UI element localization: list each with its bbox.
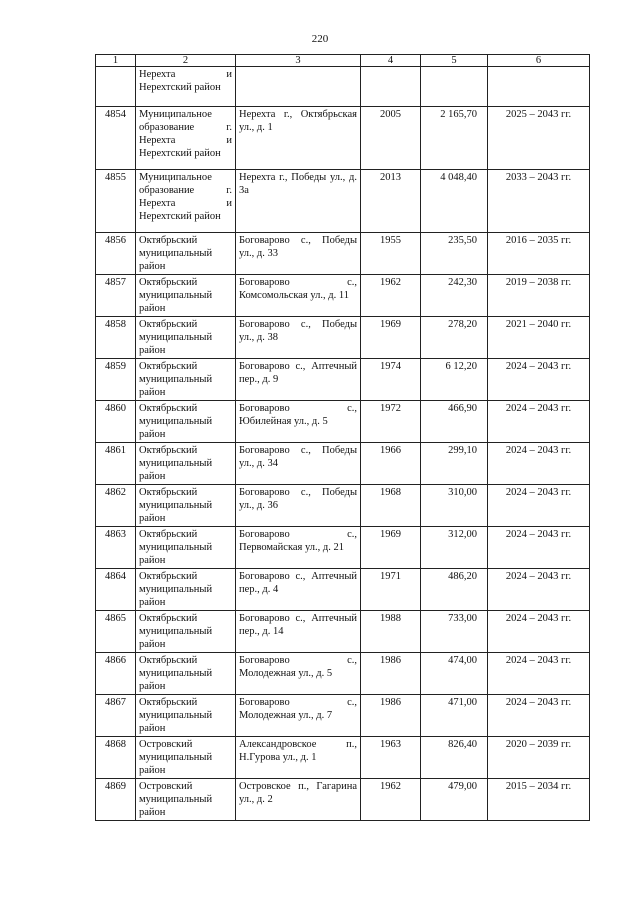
area-cell: 310,00 — [421, 485, 488, 527]
area-cell: 235,50 — [421, 233, 488, 275]
year-cell: 1971 — [361, 569, 421, 611]
row-number: 4861 — [96, 443, 136, 485]
area-cell: 466,90 — [421, 401, 488, 443]
period-cell: 2024 – 2043 гг. — [488, 401, 590, 443]
row-number: 4854 — [96, 107, 136, 170]
column-number-5: 5 — [421, 55, 488, 67]
period-cell: 2015 – 2034 гг. — [488, 779, 590, 821]
year-cell: 1974 — [361, 359, 421, 401]
municipality-cell: Октябрьский муниципальный район — [136, 485, 236, 527]
address-cell: Боговарово с., Победы ул., д. 36 — [236, 485, 361, 527]
row-number: 4866 — [96, 653, 136, 695]
table-row — [96, 485, 590, 527]
column-number-2: 2 — [136, 55, 236, 67]
area-cell: 299,10 — [421, 443, 488, 485]
area-cell: 471,00 — [421, 695, 488, 737]
municipality-cell: Октябрьский муниципальный район — [136, 317, 236, 359]
table-row — [96, 317, 590, 359]
address-cell: Боговарово с., Молодежная ул., д. 7 — [236, 695, 361, 737]
period-cell: 2024 – 2043 гг. — [488, 569, 590, 611]
column-number-row — [96, 55, 590, 67]
row-number: 4868 — [96, 737, 136, 779]
table-row — [96, 779, 590, 821]
row-number: 4862 — [96, 485, 136, 527]
table-row — [96, 170, 590, 233]
address-cell: Нерехта г., Победы ул., д. 3а — [236, 170, 361, 233]
column-number-1: 1 — [96, 55, 136, 67]
address-cell: Александровское п., Н.Гурова ул., д. 1 — [236, 737, 361, 779]
period-cell: 2025 – 2043 гг. — [488, 107, 590, 170]
address-cell: Островское п., Гагарина ул., д. 2 — [236, 779, 361, 821]
municipality-cell: Октябрьский муниципальный район — [136, 653, 236, 695]
row-number: 4859 — [96, 359, 136, 401]
area-cell: 479,00 — [421, 779, 488, 821]
year-cell: 1969 — [361, 317, 421, 359]
row-number: 4856 — [96, 233, 136, 275]
period-cell: 2024 – 2043 гг. — [488, 695, 590, 737]
area-cell: 826,40 — [421, 737, 488, 779]
municipality-cell: Октябрьский муниципальный район — [136, 569, 236, 611]
municipality-cell: Октябрьский муниципальный район — [136, 611, 236, 653]
row-number: 4869 — [96, 779, 136, 821]
municipality-cell: Октябрьский муниципальный район — [136, 527, 236, 569]
row-number: 4867 — [96, 695, 136, 737]
address-cell — [236, 67, 361, 107]
area-cell: 6 12,20 — [421, 359, 488, 401]
address-cell: Боговарово с., Молодежная ул., д. 5 — [236, 653, 361, 695]
period-cell: 2024 – 2043 гг. — [488, 653, 590, 695]
row-number: 4857 — [96, 275, 136, 317]
year-cell: 2005 — [361, 107, 421, 170]
municipality-cell: Октябрьский муниципальный район — [136, 443, 236, 485]
period-cell: 2024 – 2043 гг. — [488, 443, 590, 485]
year-cell: 2013 — [361, 170, 421, 233]
period-cell: 2024 – 2043 гг. — [488, 611, 590, 653]
period-cell: 2024 – 2043 гг. — [488, 485, 590, 527]
year-cell: 1986 — [361, 653, 421, 695]
row-number — [96, 67, 136, 107]
address-cell: Боговарово с., Юбилейная ул., д. 5 — [236, 401, 361, 443]
table-row — [96, 107, 590, 170]
address-cell: Боговарово с., Аптечный пер., д. 9 — [236, 359, 361, 401]
table-row — [96, 653, 590, 695]
column-number-3: 3 — [236, 55, 361, 67]
period-cell: 2033 – 2043 гг. — [488, 170, 590, 233]
area-cell: 4 048,40 — [421, 170, 488, 233]
table-row — [96, 569, 590, 611]
municipality-cell: Муниципальное образование г. Нерехта и Нерехтский район — [136, 107, 236, 170]
year-cell: 1972 — [361, 401, 421, 443]
year-cell: 1955 — [361, 233, 421, 275]
year-cell: 1968 — [361, 485, 421, 527]
address-cell: Боговарово с., Аптечный пер., д. 14 — [236, 611, 361, 653]
table-row — [96, 233, 590, 275]
address-cell: Боговарово с., Победы ул., д. 33 — [236, 233, 361, 275]
year-cell — [361, 67, 421, 107]
area-cell: 278,20 — [421, 317, 488, 359]
table-body — [96, 67, 590, 821]
municipality-cell: Октябрьский муниципальный район — [136, 359, 236, 401]
area-cell — [421, 67, 488, 107]
table-row — [96, 737, 590, 779]
municipality-cell: Островский муниципальный район — [136, 779, 236, 821]
column-number-6: 6 — [488, 55, 590, 67]
year-cell: 1962 — [361, 275, 421, 317]
table-row — [96, 401, 590, 443]
row-number: 4865 — [96, 611, 136, 653]
table-row — [96, 275, 590, 317]
table-row — [96, 67, 590, 107]
row-number: 4863 — [96, 527, 136, 569]
table-row — [96, 443, 590, 485]
municipality-cell: Островский муниципальный район — [136, 737, 236, 779]
period-cell: 2021 – 2040 гг. — [488, 317, 590, 359]
table-row — [96, 611, 590, 653]
address-cell: Боговарово с., Победы ул., д. 34 — [236, 443, 361, 485]
period-cell: 2019 – 2038 гг. — [488, 275, 590, 317]
table-row — [96, 695, 590, 737]
year-cell: 1988 — [361, 611, 421, 653]
row-number: 4864 — [96, 569, 136, 611]
year-cell: 1969 — [361, 527, 421, 569]
municipality-cell: Октябрьский муниципальный район — [136, 233, 236, 275]
year-cell: 1966 — [361, 443, 421, 485]
table-row — [96, 359, 590, 401]
column-number-4: 4 — [361, 55, 421, 67]
period-cell: 2024 – 2043 гг. — [488, 527, 590, 569]
row-number: 4858 — [96, 317, 136, 359]
year-cell: 1962 — [361, 779, 421, 821]
table-row — [96, 527, 590, 569]
municipality-cell: Муниципальное образование г. Нерехта и Нерехтский район — [136, 170, 236, 233]
municipality-cell: Нерехта и Нерехтский район — [136, 67, 236, 107]
registry-table — [95, 54, 590, 821]
page-number: 220 — [311, 33, 329, 45]
period-cell — [488, 67, 590, 107]
area-cell: 312,00 — [421, 527, 488, 569]
period-cell: 2016 – 2035 гг. — [488, 233, 590, 275]
year-cell: 1963 — [361, 737, 421, 779]
address-cell: Боговарово с., Победы ул., д. 38 — [236, 317, 361, 359]
period-cell: 2024 – 2043 гг. — [488, 359, 590, 401]
address-cell: Боговарово с., Первомайская ул., д. 21 — [236, 527, 361, 569]
row-number: 4860 — [96, 401, 136, 443]
municipality-cell: Октябрьский муниципальный район — [136, 695, 236, 737]
area-cell: 2 165,70 — [421, 107, 488, 170]
address-cell: Нерехта г., Октябрьская ул., д. 1 — [236, 107, 361, 170]
municipality-cell: Октябрьский муниципальный район — [136, 401, 236, 443]
area-cell: 474,00 — [421, 653, 488, 695]
period-cell: 2020 – 2039 гг. — [488, 737, 590, 779]
municipality-cell: Октябрьский муниципальный район — [136, 275, 236, 317]
address-cell: Боговарово с., Аптечный пер., д. 4 — [236, 569, 361, 611]
address-cell: Боговарово с., Комсомольская ул., д. 11 — [236, 275, 361, 317]
area-cell: 486,20 — [421, 569, 488, 611]
year-cell: 1986 — [361, 695, 421, 737]
area-cell: 242,30 — [421, 275, 488, 317]
row-number: 4855 — [96, 170, 136, 233]
area-cell: 733,00 — [421, 611, 488, 653]
